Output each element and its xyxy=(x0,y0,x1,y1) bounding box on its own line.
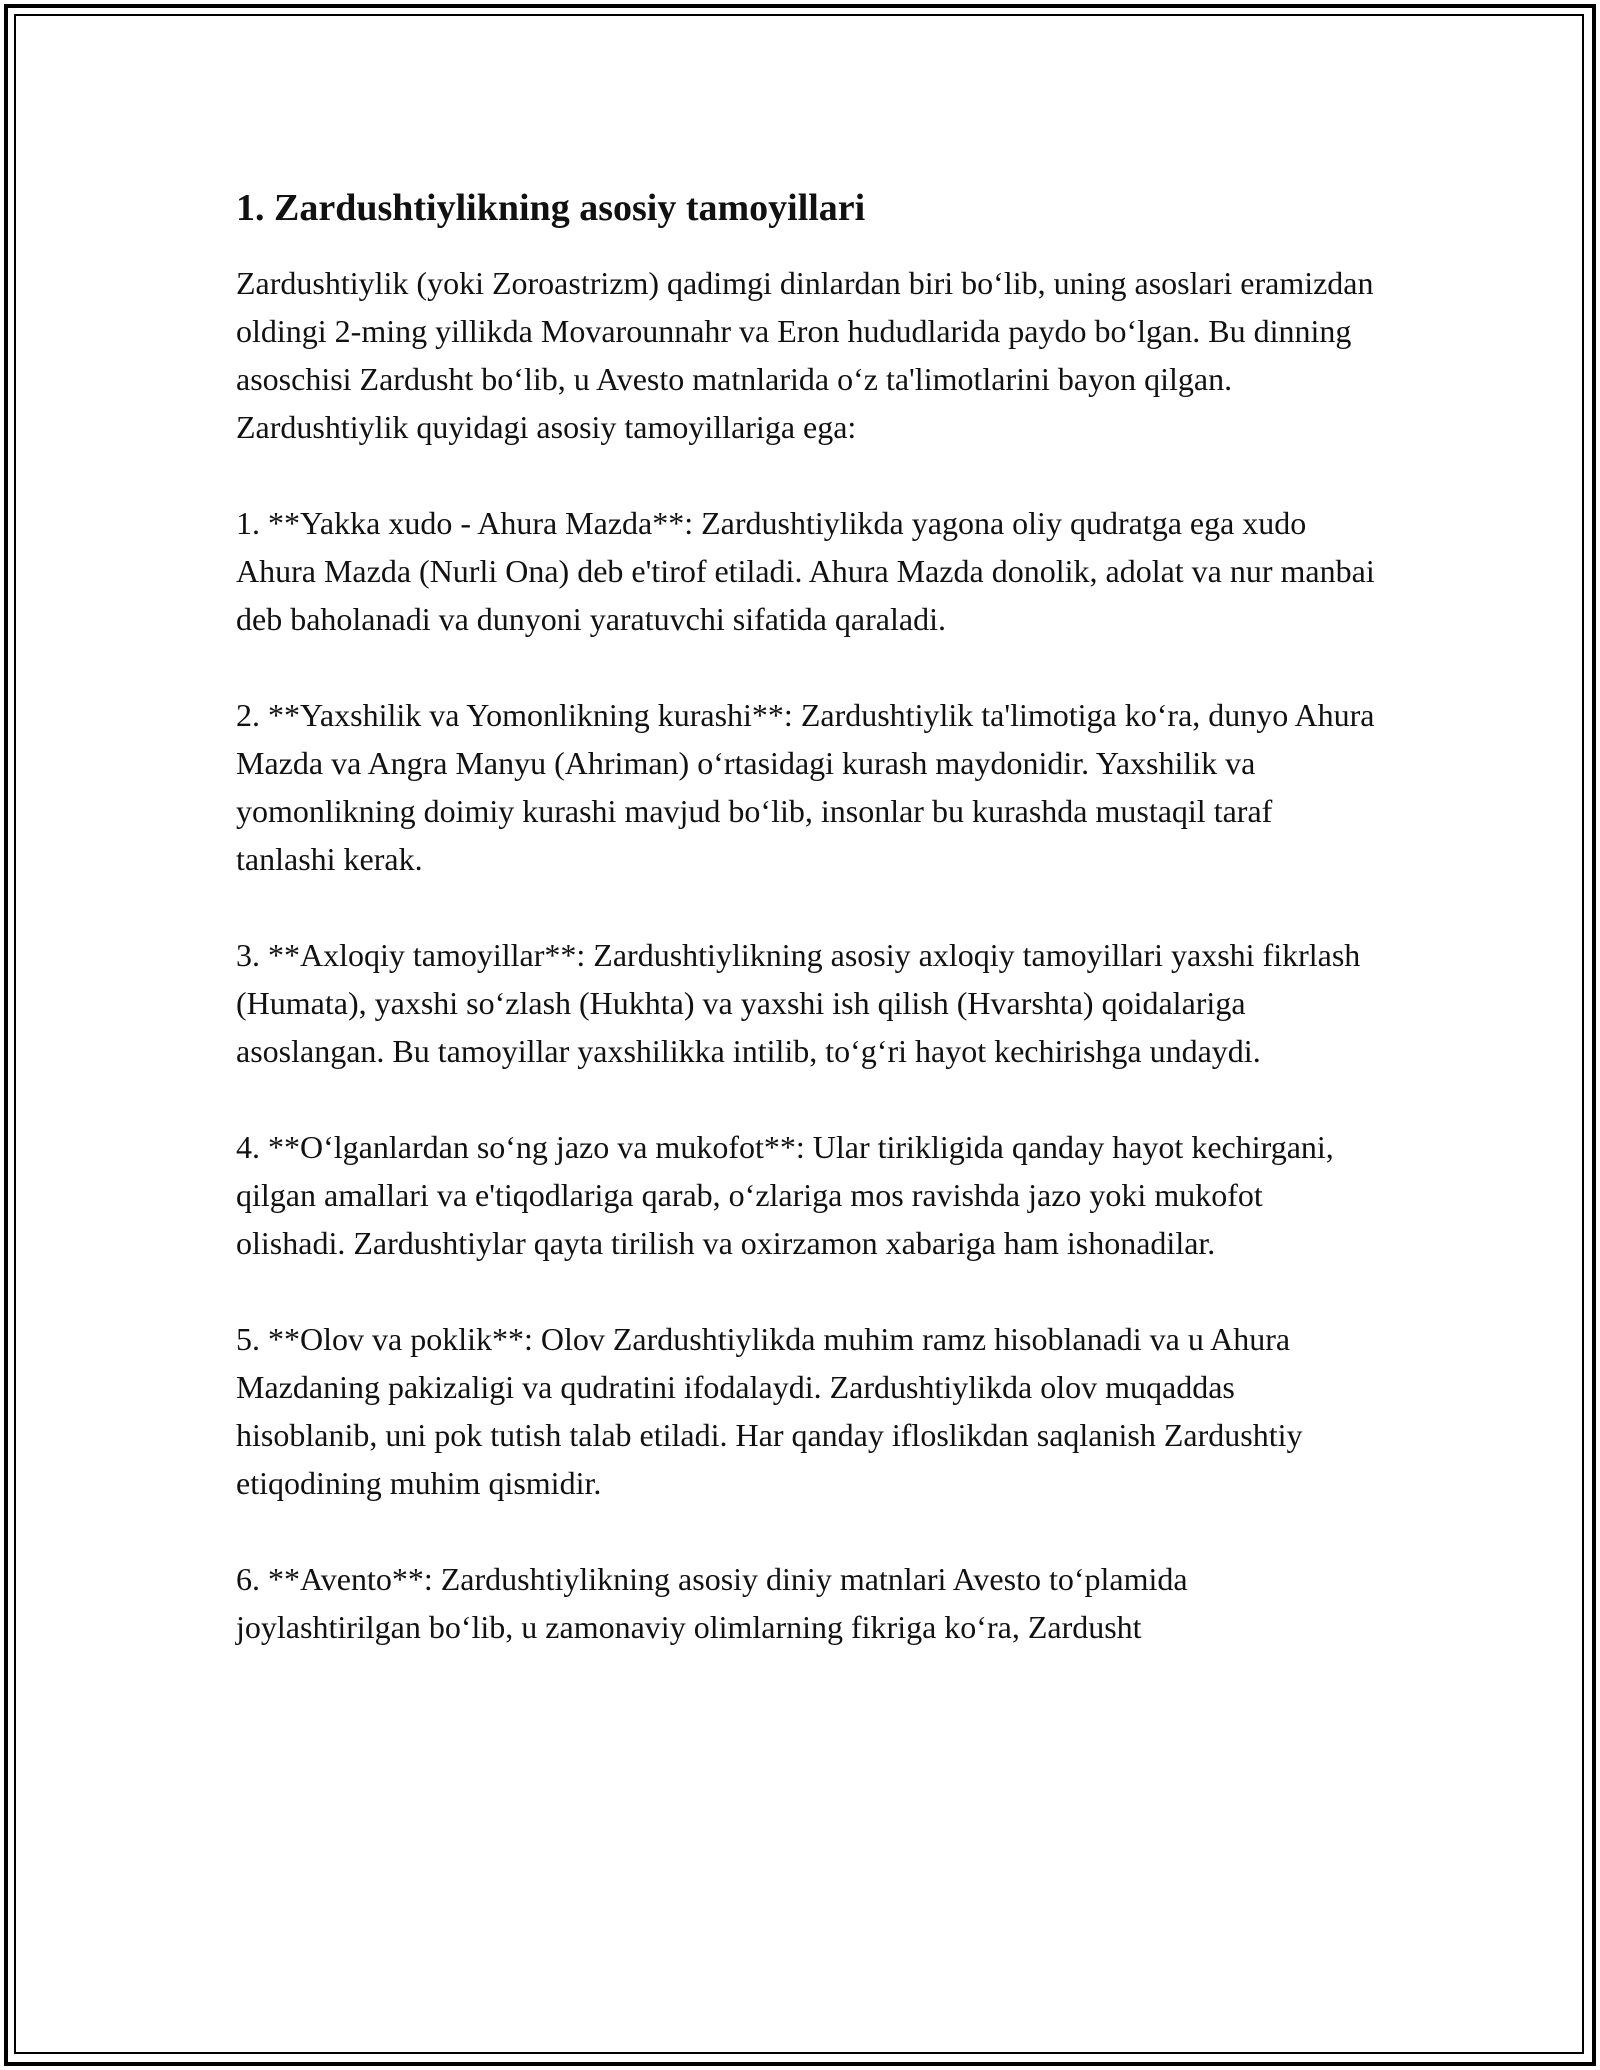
principle-4-paragraph: 4. **O‘lganlardan so‘ng jazo va mukofot**: Ular tirikligida qanday hayot kechirgani, qilgan amallari va e'tiqodlariga qarab, o‘zlariga mos ravishda jazo yoki mukofot olishadi. Zardushtiylar qayta tirilish va oxirzamon xabariga ham ishonadilar. xyxy=(236,1129,1334,1262)
document-body xyxy=(236,184,1376,1699)
section-heading: 1. Zardushtiylikning asosiy tamoyillari xyxy=(236,187,866,229)
principle-3-paragraph: 3. **Axloqiy tamoyillar**: Zardushtiylikning asosiy axloqiy tamoyillari yaxshi fikrlash (Humata), yaxshi so‘zlash (Hukhta) va yaxshi ish qilish (Hvarshta) qoidalariga asoslangan. Bu tamoyillar yaxshilikka intilib, to‘g‘ri hayot kechirishga undaydi. xyxy=(236,937,1361,1070)
principle-2-paragraph: 2. **Yaxshilik va Yomonlikning kurashi**: Zardushtiylik ta'limotiga ko‘ra, dunyo Ahura Mazda va Angra Manyu (Ahriman) o‘rtasidagi kurash maydonidir. Yaxshilik va yomonlikning doimiy kurashi mavjud bo‘lib, insonlar bu kurashda mustaqil taraf tanlashi kerak. xyxy=(236,697,1375,878)
principle-1-paragraph: 1. **Yakka xudo - Ahura Mazda**: Zardushtiylikda yagona oliy qudratga ega xudo Ahura Mazda (Nurli Ona) deb e'tirof etiladi. Ahura Mazda donolik, adolat va nur manbai deb baholanadi va dunyoni yaratuvchi sifatida qaraladi. xyxy=(236,505,1375,638)
principle-6-paragraph: 6. **Avento**: Zardushtiylikning asosiy diniy matnlari Avesto to‘plamida joylashtirilgan bo‘lib, u zamonaviy olimlarning fikriga ko‘ra, Zardusht xyxy=(236,1561,1188,1646)
principle-5-paragraph: 5. **Olov va poklik**: Olov Zardushtiylikda muhim ramz hisoblanadi va u Ahura Mazdaning pakizaligi va qudratini ifodalaydi. Zardushtiylikda olov muqaddas hisoblanib, uni pok tutish talab etiladi. Har qanday ifloslikdan saqlanish Zardushtiy etiqodining muhim qismidir. xyxy=(236,1321,1303,1502)
intro-paragraph: Zardushtiylik (yoki Zoroastrizm) qadimgi dinlardan biri bo‘lib, uning asoslari eramizdan oldingi 2-ming yillikda Movarounnahr va Eron hududlarida paydo bo‘lgan. Bu dinning asoschisi Zardusht bo‘lib, u Avesto matnlarida o‘z ta'limotlarini bayon qilgan. Zardushtiylik quyidagi asosiy tamoyillariga ega: xyxy=(236,265,1374,446)
